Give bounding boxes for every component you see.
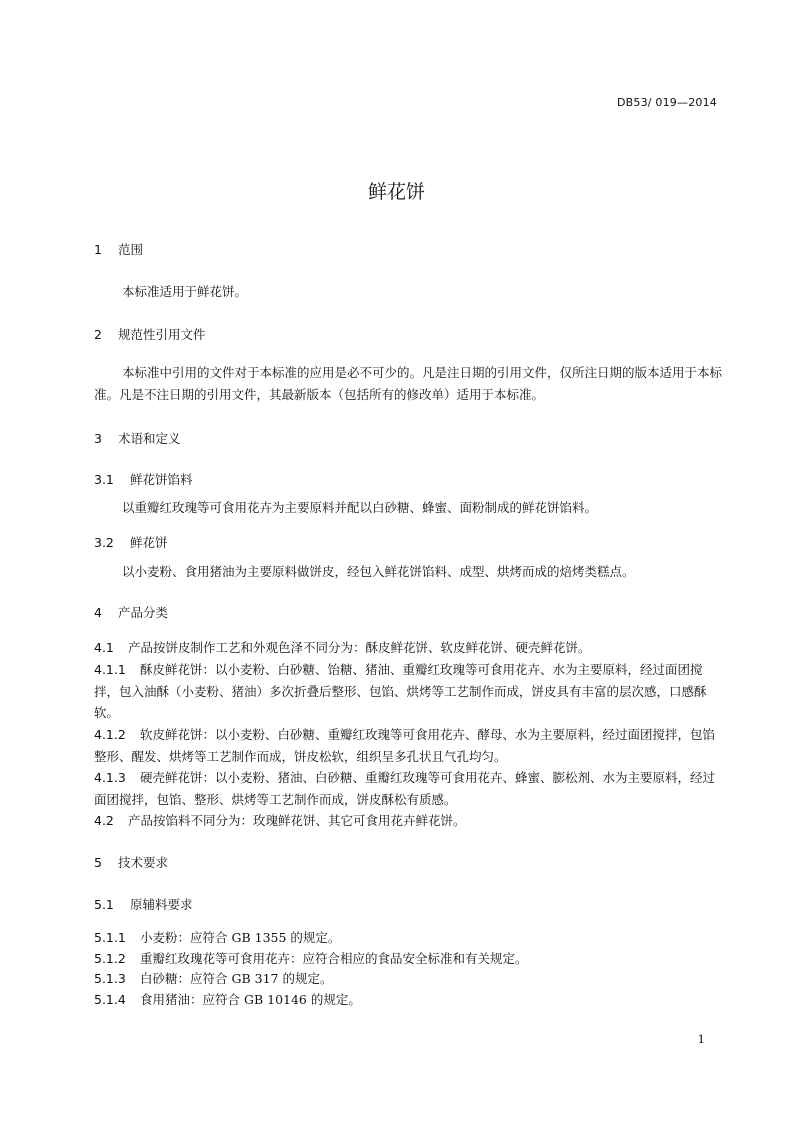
clause-number: 5.1.4	[94, 992, 126, 1007]
section-3-1-body: 以重瓣红玫瑰等可食用花卉为主要原料并配以白砂糖、蜂蜜、面粉制成的鲜花饼馅料。	[122, 500, 598, 515]
section-title: 规范性引用文件	[118, 327, 206, 342]
clause-text: 产品按饼皮制作工艺和外观色泽不同分为：酥皮鲜花饼、软皮鲜花饼、硬壳鲜花饼。	[128, 640, 591, 655]
clause-text: 食用猪油：应符合 GB 10146 的规定。	[140, 992, 361, 1007]
section-number: 3.1	[94, 472, 114, 487]
clause-4-2	[94, 810, 722, 832]
section-title: 范围	[118, 242, 144, 257]
clause-text: 酥皮鲜花饼：以小麦粉、白砂糖、饴糖、猪油、重瓣红玫瑰等可食用花卉、水为主要原料，经过面团搅拌，包入油酥（小麦粉、猪油）多次折叠后整形、包馅、烘烤等工艺制作而成，饼皮具有丰富的层次感，口感酥软。	[94, 662, 707, 720]
clause-4-1-1	[94, 659, 722, 724]
clause-number: 5.1.3	[94, 971, 126, 986]
section-1-body: 本标准适用于鲜花饼。	[122, 284, 248, 299]
clause-5-1-1	[94, 927, 722, 949]
section-title: 术语和定义	[118, 431, 181, 446]
clause-text: 产品按馅料不同分为：玫瑰鲜花饼、其它可食用花卉鲜花饼。	[128, 813, 466, 828]
clause-number: 4.2	[94, 813, 114, 828]
clause-4-1	[94, 637, 722, 659]
page-number: 1	[697, 1032, 705, 1046]
section-number: 2	[94, 327, 102, 342]
clause-number: 4.1.2	[94, 727, 126, 742]
clause-4-1-2	[94, 724, 722, 767]
clause-5-1-4	[94, 989, 722, 1011]
section-title: 产品分类	[118, 605, 169, 620]
clause-number: 5.1.2	[94, 951, 126, 966]
section-4-heading	[94, 603, 168, 621]
clause-4-1-3	[94, 767, 722, 810]
section-title: 原辅料要求	[130, 897, 193, 912]
section-5-1-heading	[94, 895, 193, 913]
clause-number: 5.1.1	[94, 930, 126, 945]
section-number: 1	[94, 242, 102, 257]
section-title: 鲜花饼馅料	[130, 472, 193, 487]
clause-5-1-2	[94, 948, 722, 970]
clause-text: 重瓣红玫瑰花等可食用花卉：应符合相应的食品安全标准和有关规定。	[140, 951, 528, 966]
section-3-1-heading	[94, 470, 193, 488]
clause-text: 白砂糖：应符合 GB 317 的规定。	[140, 971, 333, 986]
section-1-heading	[94, 240, 143, 258]
section-number: 5	[94, 855, 102, 870]
section-number: 3.2	[94, 535, 114, 550]
section-title: 鲜花饼	[130, 535, 168, 550]
clause-number: 4.1.1	[94, 662, 126, 677]
standard-number: DB53/ 019—2014	[616, 96, 717, 109]
section-number: 3	[94, 431, 102, 446]
document-title: 鲜花饼	[367, 181, 425, 203]
section-number: 5.1	[94, 897, 114, 912]
clause-text: 软皮鲜花饼：以小麦粉、白砂糖、重瓣红玫瑰等可食用花卉、酵母、水为主要原料，经过面团搅拌，包馅整形、醒发、烘烤等工艺制作而成，饼皮松软，组织呈多孔状且气孔均匀。	[94, 727, 716, 764]
section-3-heading	[94, 429, 181, 447]
section-2-heading	[94, 325, 206, 343]
section-5-heading	[94, 853, 168, 871]
section-2-body: 本标准中引用的文件对于本标准的应用是必不可少的。凡是注日期的引用文件，仅所注日期的版本适用于本标准。凡是不注日期的引用文件，其最新版本（包括所有的修改单）适用于本标准。	[94, 365, 723, 402]
section-title: 技术要求	[118, 855, 169, 870]
clause-number: 4.1	[94, 640, 114, 655]
clause-text: 小麦粉：应符合 GB 1355 的规定。	[140, 930, 341, 945]
section-3-2-body: 以小麦粉、食用猪油为主要原料做饼皮，经包入鲜花饼馅料、成型、烘烤而成的焙烤类糕点。	[122, 564, 635, 579]
clause-number: 4.1.3	[94, 770, 126, 785]
clause-5-1-3	[94, 968, 722, 990]
section-number: 4	[94, 605, 102, 620]
section-3-2-heading	[94, 533, 168, 551]
clause-text: 硬壳鲜花饼：以小麦粉、猪油、白砂糖、重瓣红玫瑰等可食用花卉、蜂蜜、膨松剂、水为主要原料，经过面团搅拌，包馅、整形、烘烤等工艺制作而成，饼皮酥松有质感。	[94, 770, 716, 807]
